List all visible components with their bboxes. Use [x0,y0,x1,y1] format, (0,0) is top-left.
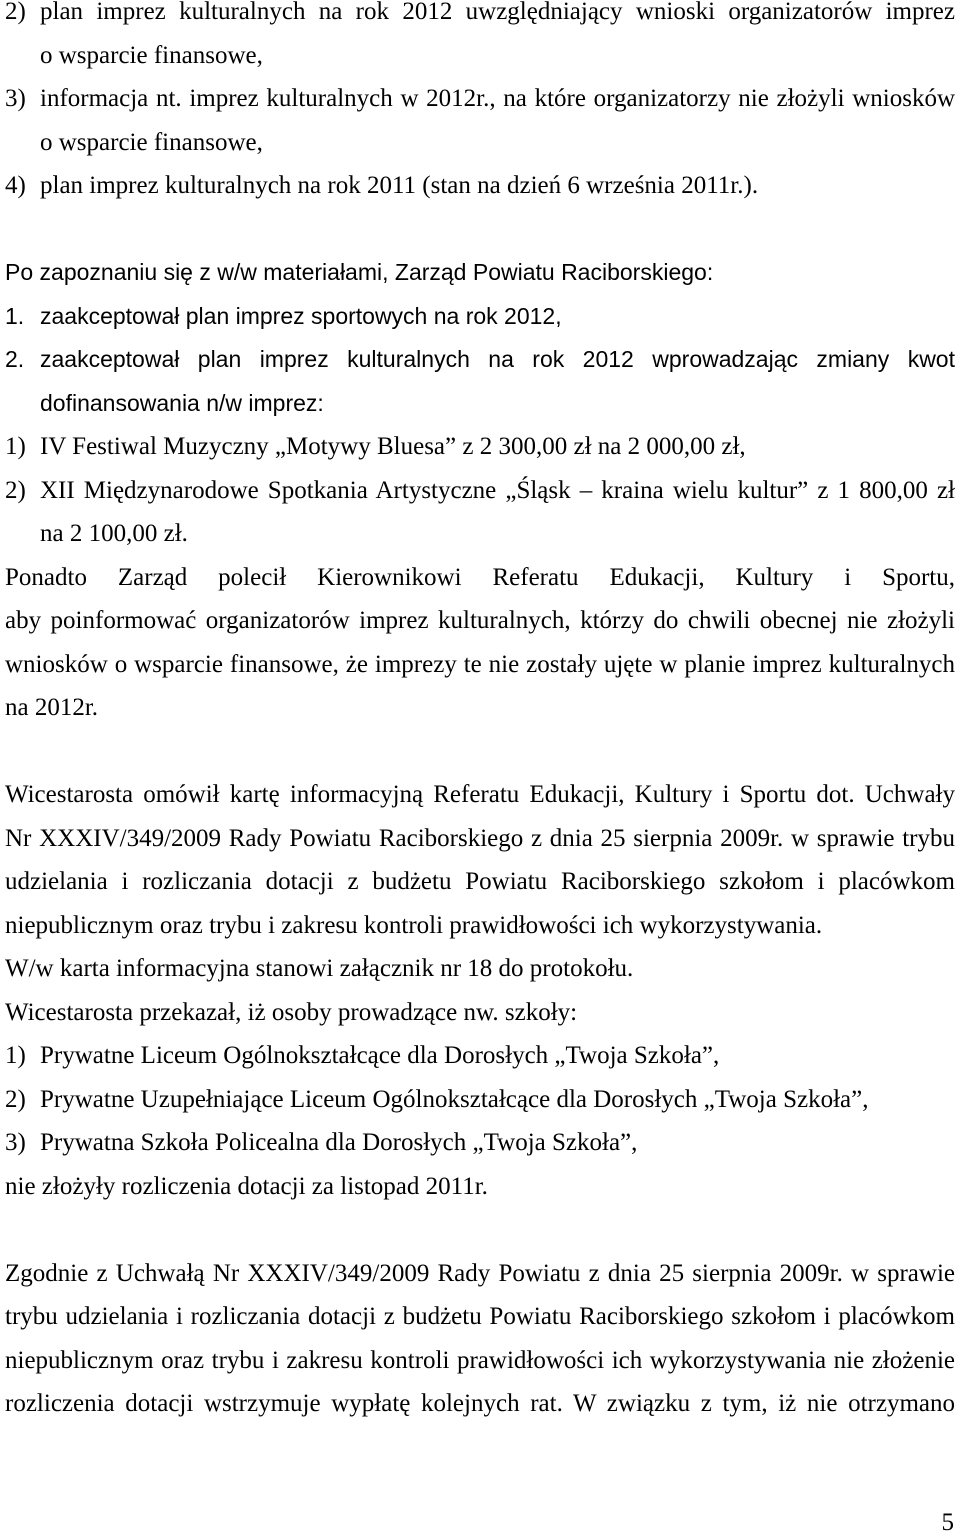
paragraph-line: Nr XXXIV/349/2009 Rady Powiatu Raciborskiego z dnia 25 sierpnia 2009r. w sprawie trybu [5,824,955,852]
paragraph-line: niepublicznym oraz trybu i zakresu kontroli prawidłowości ich wykorzystywania. [5,911,823,939]
paragraph-line: na 2012r. [5,694,99,721]
paragraph-line: Zgodnie z Uchwałą Nr XXXIV/349/2009 Rady Powiatu z dnia 25 sierpnia 2009r. w sprawie [5,1259,955,1287]
funding-change-item [5,469,955,513]
attachment-note: W/w karta informacyjna stanowi załącznik nr 18 do protokołu. [5,955,634,982]
agenda-item [5,0,955,34]
decision-item [5,295,955,339]
list-item-continuation: dofinansowania n/w imprez: [40,389,324,416]
page-number: 5 [941,1509,954,1536]
agenda-item [5,77,955,121]
list-number: 2. [5,346,25,372]
document-body [5,0,955,1426]
paragraph-line: udzielania i rozliczania dotacji z budżetu Powiatu Raciborskiego szkołom i placówkom [5,868,955,895]
paragraph-line: wniosków o wsparcie finansowe, że imprezy te nie zostały ujęte w planie imprez kulturalnych [5,650,955,678]
decision-item [5,338,955,382]
list-number: 1. [5,302,25,329]
list-item-continuation: na 2 100,00 zł. [40,520,188,547]
list-number: 3) [5,85,26,112]
school-name: Prywatne Uzupełniające Liceum Ogólnokształcące dla Dorosłych „Twoja Szkoła”, [40,1085,869,1113]
paragraph-line: Ponadto Zarząd polecił Kierownikowi Referatu Edukacji, Kultury i Sportu, [5,563,955,591]
school-item [5,1078,955,1122]
decision-intro: Po zapoznaniu się z w/w materiałami, Zarząd Powiatu Raciborskiego: [5,259,714,285]
list-item-continuation: o wsparcie finansowe, [40,41,263,69]
list-item-text: XII Międzynarodowe Spotkania Artystyczne „Śląsk – kraina wielu kultur” z 1 800,00 zł [40,476,955,504]
list-number: 4) [5,172,26,199]
funding-change-item [5,425,955,469]
school-item [5,1121,955,1165]
paragraph-line: Wicestarosta omówił kartę informacyjną Referatu Edukacji, Kultury i Sportu dot. Uchwały [5,781,955,808]
blank-line [5,208,955,252]
list-item-text: zaakceptował plan imprez kulturalnych na rok 2012 wprowadzając zmiany kwot [40,346,955,372]
paragraph-line: rozliczenia dotacji wstrzymuje wypłatę kolejnych rat. W związku z tym, iż nie otrzymano [5,1390,955,1417]
list-item-text: zaakceptował plan imprez sportowych na rok 2012, [40,302,562,329]
agenda-item [5,164,955,208]
paragraph-line: aby poinformować organizatorów imprez kulturalnych, którzy do chwili obecnej nie złożyli [5,607,955,634]
list-number: 2) [5,1085,26,1113]
paragraph-line: trybu udzielania i rozliczania dotacji z budżetu Powiatu Raciborskiego szkołom i placówkom [5,1303,955,1330]
paragraph-line: niepublicznym oraz trybu i zakresu kontroli prawidłowości ich wykorzystywania nie złożenie [5,1346,955,1374]
school-item [5,1034,955,1078]
blank-line [5,730,955,774]
list-item-text: plan imprez kulturalnych na rok 2011 (stan na dzień 6 września 2011r.). [40,172,759,199]
list-item-text: plan imprez kulturalnych na rok 2012 uwzględniający wnioski organizatorów imprez [40,0,955,25]
list-item-text: informacja nt. imprez kulturalnych w 2012r., na które organizatorzy nie złożyli wniosków [40,85,955,112]
list-number: 3) [5,1129,26,1156]
schools-outro: nie złożyły rozliczenia dotacji za listopad 2011r. [5,1172,488,1200]
list-item-text: IV Festiwal Muzyczny „Motywy Bluesa” z 2 300,00 zł na 2 000,00 zł, [40,433,746,460]
list-number: 1) [5,433,26,460]
blank-line [5,1208,955,1252]
list-item-continuation: o wsparcie finansowe, [40,128,263,156]
list-number: 2) [5,476,26,504]
list-number: 1) [5,1042,26,1069]
school-name: Prywatna Szkoła Policealna dla Dorosłych „Twoja Szkoła”, [40,1129,638,1156]
school-name: Prywatne Liceum Ogólnokształcące dla Dorosłych „Twoja Szkoła”, [40,1042,720,1069]
list-number: 2) [5,0,26,25]
schools-intro: Wicestarosta przekazał, iż osoby prowadzące nw. szkoły: [5,998,578,1026]
